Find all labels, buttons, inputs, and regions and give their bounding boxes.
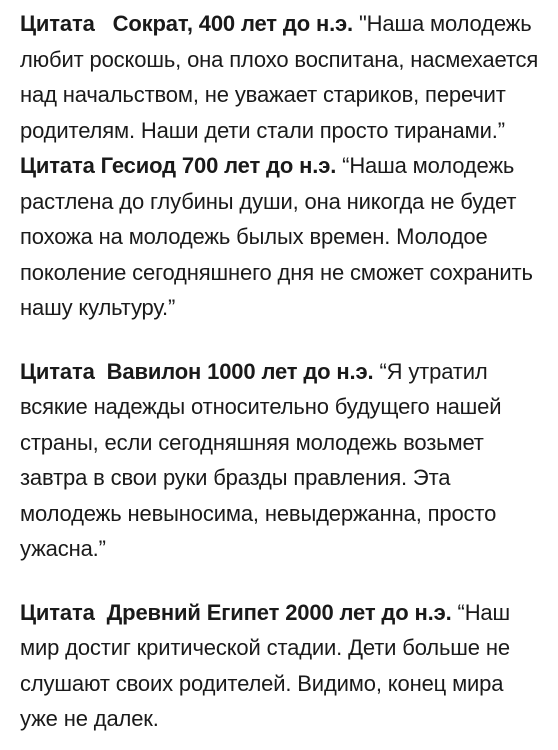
- quote-text: “Наш мир достиг критической стадии. Дети больше не слушают своих родителей. Видимо, конец мира уже не далек.: [20, 599, 511, 731]
- quote-egypt: [20, 595, 544, 737]
- quote-label: Цитата Гесиод 700 лет до н.э.: [20, 153, 343, 178]
- quote-label: Цитата Вавилон 1000 лет до н.э.: [20, 358, 380, 384]
- quote-label: Цитата Древний Египет 2000 лет до н.э.: [20, 599, 458, 625]
- quote-text: “Я утратил всякие надежды относительно будущего нашей страны, если сегодняшняя молодежь возьмет завтра в свои руки бразды правления. Эта молодежь невыносима, невыдержанна, просто ужасна.”: [20, 358, 502, 561]
- quote-text: “Наша молодежь растлена до глубины души, она никогда не будет похожа на молодежь былых времен. Молодое поколение сегодняшнего дня не сможет сохранить нашу культуру.”: [20, 153, 533, 320]
- quote-hesiod: [20, 148, 544, 326]
- quote-socrates: [20, 6, 544, 148]
- quote-babylon: [20, 354, 544, 567]
- quote-label: Цитата Сократ, 400 лет до н.э.: [20, 11, 359, 36]
- quote-text: "Наша молодежь любит роскошь, она плохо воспитана, насмехается над начальством, не уважает стариков, перечит родителям. Наши дети стали просто тиранами.”: [20, 11, 539, 143]
